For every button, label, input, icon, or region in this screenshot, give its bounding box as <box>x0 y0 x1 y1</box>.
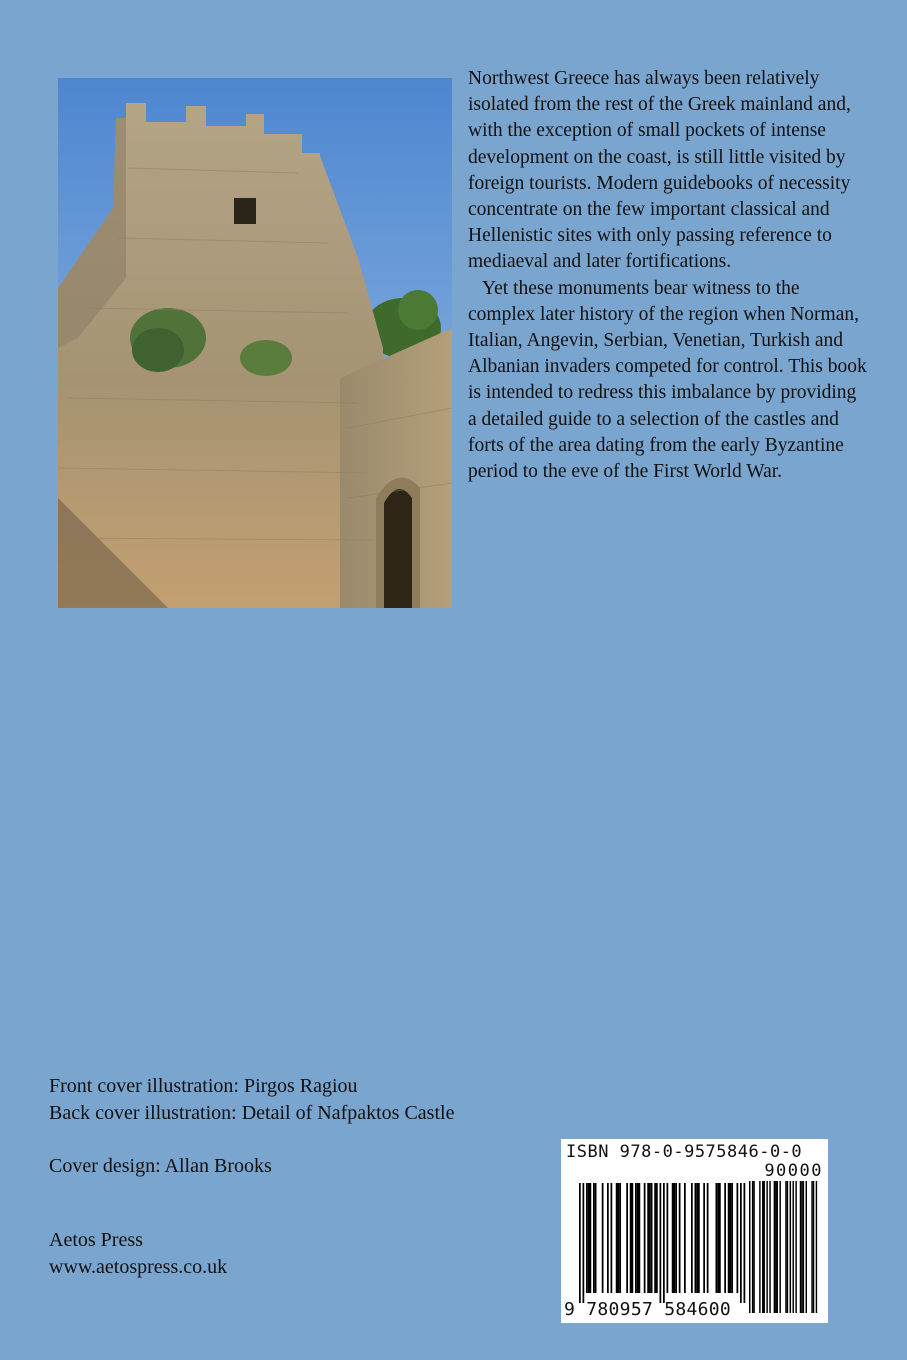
credits-block <box>49 1073 454 1281</box>
cover-design-credit: Cover design: Allan Brooks <box>49 1155 272 1177</box>
barcode-bar <box>717 1183 719 1293</box>
barcode-bar <box>716 1183 718 1293</box>
barcode-bar <box>651 1183 653 1293</box>
barcode-bar <box>649 1183 651 1293</box>
addon-bar <box>785 1181 786 1313</box>
addon-bar <box>793 1181 794 1313</box>
barcode-bar <box>654 1183 656 1293</box>
barcode-bar <box>691 1183 693 1293</box>
publisher-name: Aetos Press <box>49 1229 143 1251</box>
barcode-bar <box>618 1183 620 1293</box>
addon-bar <box>762 1181 763 1313</box>
barcode-bar <box>707 1183 709 1293</box>
barcode-bar <box>744 1183 746 1303</box>
barcode-bar <box>595 1183 597 1293</box>
addon-bar <box>774 1181 775 1313</box>
addon-bar <box>800 1181 801 1313</box>
addon-bar <box>777 1181 778 1313</box>
barcode-bar <box>593 1183 595 1293</box>
barcode-bar <box>616 1183 618 1293</box>
addon-bar <box>811 1181 812 1313</box>
barcode-bar <box>724 1183 726 1293</box>
addon-bar <box>764 1181 765 1313</box>
barcode-bar <box>740 1183 742 1303</box>
barcode-bar <box>737 1183 739 1293</box>
barcode-bar <box>728 1183 730 1293</box>
addon-bar <box>766 1181 767 1313</box>
barcode-bar <box>583 1183 585 1303</box>
barcode-bar <box>588 1183 590 1293</box>
addon-bar <box>816 1181 817 1313</box>
barcode-bar <box>667 1183 669 1293</box>
isbn-barcode <box>561 1139 828 1323</box>
addon-bar <box>801 1181 802 1313</box>
barcode-bar <box>626 1183 628 1293</box>
barcode-bar <box>730 1183 732 1293</box>
barcode-bar <box>660 1183 662 1303</box>
barcode-bar <box>675 1183 677 1293</box>
addon-bar <box>749 1181 750 1313</box>
addon-bar <box>787 1181 788 1313</box>
barcode-bar <box>672 1183 674 1293</box>
ean-digits: 9 780957 584600 <box>564 1299 732 1320</box>
addon-bar <box>813 1181 814 1313</box>
addon-bar <box>759 1181 760 1313</box>
barcode-bar <box>586 1183 588 1293</box>
barcode-bar <box>590 1183 592 1293</box>
barcode-bar <box>703 1183 705 1293</box>
back-cover-blurb <box>468 66 868 485</box>
castle-illustration <box>58 78 452 608</box>
barcode-bar <box>635 1183 637 1293</box>
barcode-bar <box>644 1183 646 1293</box>
addon-bar <box>775 1181 776 1313</box>
addon-bar <box>790 1181 791 1313</box>
publisher-website: www.aetospress.co.uk <box>49 1256 228 1278</box>
blurb-paragraph-1: Northwest Greece has always been relatively isolated from the rest of the Greek mainland and, with the exception of small pockets of intense development on the coast, is still little visited by foreign tourists. Modern guidebooks of necessity concentrate on the few important classical and Hellenistic sites with only passing reference to mediaeval and later fortifications. <box>468 68 851 273</box>
barcode-bar <box>639 1183 641 1293</box>
barcode-bar <box>684 1183 686 1293</box>
barcode-bar <box>602 1183 604 1293</box>
barcode-bar <box>579 1183 581 1303</box>
barcode-bar <box>656 1183 658 1293</box>
blurb-paragraph-2: Yet these monuments bear witness to the complex later history of the region when Norman, Italian, Angevin, Serbian, Venetian, Turkish and Albanian invaders competed for control. This book is intended to redress this imbalance by providing a detailed guide to a selection of the castles and forts of the area dating from the early Byzantine period to the eve of the First World War. <box>468 277 867 483</box>
addon-bar <box>769 1181 770 1313</box>
addon-bar <box>752 1181 753 1313</box>
barcode-bar <box>632 1183 634 1293</box>
barcode-bar <box>731 1183 733 1293</box>
barcode-bar <box>647 1183 649 1293</box>
barcode-bar <box>663 1183 665 1303</box>
back-cover-credit: Back cover illustration: Detail of Nafpaktos Castle <box>49 1102 455 1124</box>
barcode-bar <box>619 1183 621 1293</box>
front-cover-credit: Front cover illustration: Pirgos Ragiou <box>49 1075 358 1097</box>
barcode-bar <box>698 1183 700 1293</box>
addon-bar <box>753 1181 754 1313</box>
isbn-label: ISBN 978-0-9575846-0-0 <box>566 1142 803 1162</box>
barcode-bar <box>674 1183 676 1293</box>
barcode-bar <box>719 1183 721 1293</box>
price-code: 90000 <box>764 1161 823 1181</box>
barcode-bar <box>611 1183 613 1293</box>
barcode-bar <box>696 1183 698 1293</box>
barcode-bar <box>607 1183 609 1293</box>
barcode-bar <box>695 1183 697 1293</box>
addon-bar <box>803 1181 804 1313</box>
barcode-bar <box>679 1183 681 1293</box>
addon-bar <box>795 1181 796 1313</box>
cover-photo <box>58 78 452 608</box>
barcode-bar <box>637 1183 639 1293</box>
barcode-bar <box>630 1183 632 1293</box>
addon-bar <box>779 1181 780 1313</box>
addon-bar <box>806 1181 807 1313</box>
